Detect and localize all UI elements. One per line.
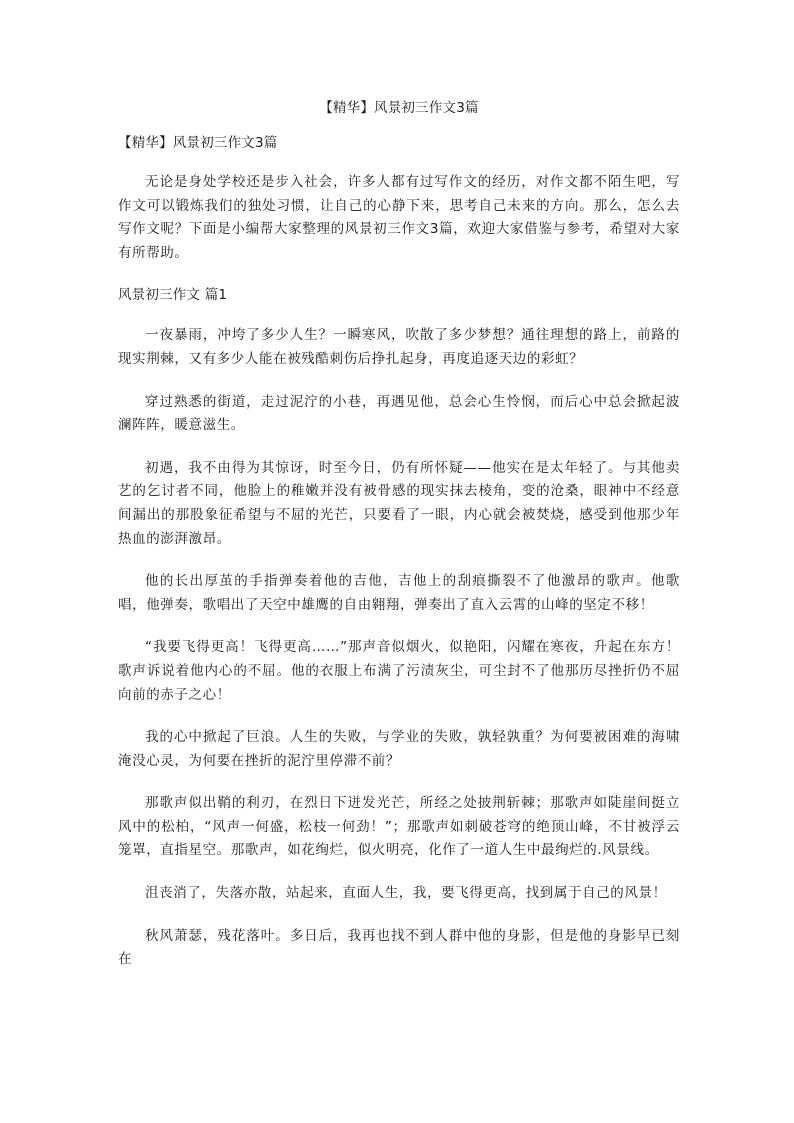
document-title: 【精华】风景初三作文3篇: [319, 100, 479, 116]
body-paragraph: 他的长出厚茧的手指弹奏着他的吉他，吉他上的刮痕撕裂不了他激昂的歌声。他歌唱，他弹奏，歌唱出了天空中雄鹰的自由翱翔，弹奏出了直入云霄的山峰的坚定不移！: [118, 573, 680, 613]
body-paragraph: 那歌声似出鞘的利刃，在烈日下迸发光芒，所经之处披荆斩棘；那歌声如陡崖间挺立风中的松柏，“风声一何盛，松枝一何劲！”；那歌声如刺破苍穹的绝顶山峰，不甘被浮云笼罩，直指星空。那歌声，如花绚烂，似火明亮，化作了一道人生中最绚烂的.风景线。: [118, 795, 680, 859]
document-page: [118, 97, 680, 991]
body-paragraph: 我的心中掀起了巨浪。人生的失败，与学业的失败，孰轻孰重？为何要被困难的海啸淹没心灵，为何要在挫折的泥泞里停滞不前？: [118, 729, 680, 769]
body-paragraph: 穿过熟悉的街道，走过泥泞的小巷，再遇见他，总会心生怜悯，而后心中总会掀起波澜阵阵，暖意滋生。: [118, 393, 680, 434]
body-paragraph: 沮丧消了，失落亦散，站起来，直面人生，我，要飞得更高，找到属于自己的风景！: [145, 885, 667, 902]
body-paragraph: “我要飞得更高！飞得更高……”那声音似烟火，似艳阳，闪耀在寒夜，升起在东方！歌声诉说着他内心的不屈。他的衣服上布满了污渍灰尘，可尘封不了他那历尽挫折仍不屈向前的赤子之心！: [118, 639, 680, 703]
body-paragraph: 初遇，我不由得为其惊讶，时至今日，仍有所怀疑——他实在是太年轻了。与其他卖艺的乞讨者不同，他脸上的稚嫩并没有被骨感的现实抹去棱角，变的沧桑，眼神中不经意间漏出的那股象征希望与不屈的光芒，只要看了一眼，内心就会被焚烧，感受到他那少年热血的澎湃激昂。: [118, 459, 680, 547]
body-paragraph: 秋风萧瑟，残花落叶。多日后，我再也找不到人群中他的身影，但是他的身影早已刻在: [118, 927, 680, 968]
intro-paragraph: 无论是身处学校还是步入社会，许多人都有过写作文的经历，对作文都不陌生吧，写作文可以锻炼我们的独处习惯，让自己的心静下来，思考自己未来的方向。那么，怎么去写作文呢？下面是小编帮大家整理的风景初三作文3篇，欢迎大家借鉴与参考，希望对大家有所帮助。: [118, 174, 680, 261]
section-heading: 风景初三作文 篇1: [118, 287, 228, 304]
body-paragraph: 一夜暴雨，冲垮了多少人生？一瞬寒风，吹散了多少梦想？通往理想的路上，前路的现实荆棘，又有多少人能在被残酷刺伤后挣扎起身，再度追逐天边的彩虹？: [118, 327, 680, 367]
document-subtitle: 【精华】风景初三作文3篇: [118, 135, 278, 151]
